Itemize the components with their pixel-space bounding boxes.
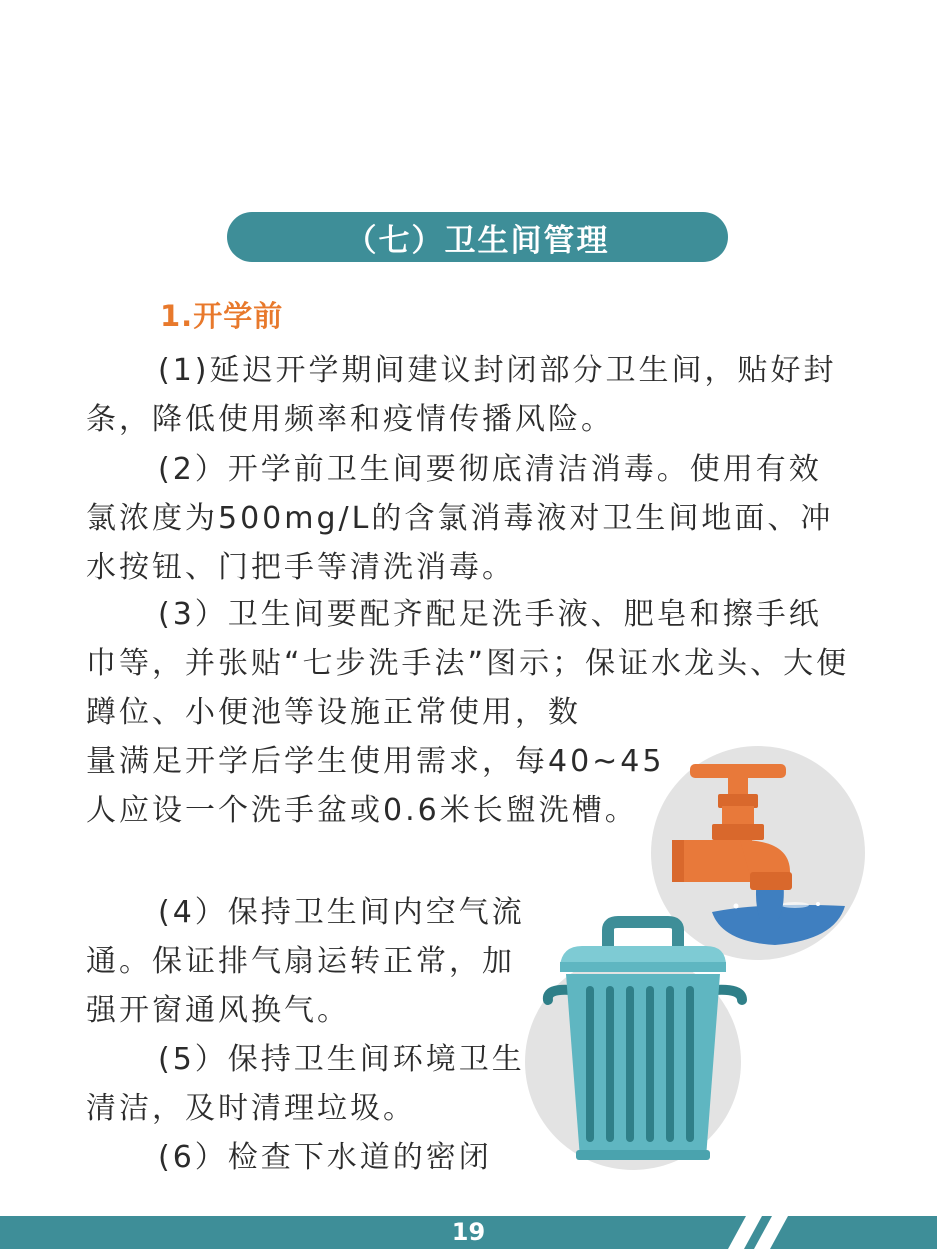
subheading: 1.开学前 (160, 299, 284, 333)
paragraph-5: (5）保持卫生间环境卫生清洁，及时清理垃圾。 (86, 1042, 525, 1126)
page-number: 19 (451, 1218, 486, 1246)
paragraph-1: (1)延迟开学期间建议封闭部分卫生间，贴好封条，降低使用频率和疫情传播风险。 (86, 353, 837, 437)
paragraph-2: (2）开学前卫生间要彻底清洁消毒。使用有效氯浓度为500mg/L的含氯消毒液对卫生间地面、冲水按钮、门把手等清洗消毒。 (86, 452, 834, 585)
paragraph-4: (4）保持卫生间内空气流通。保证排气扇运转正常，加强开窗通风换气。 (86, 895, 525, 1028)
section-title: （七）卫生间管理 (345, 222, 610, 259)
footer-stripes-decoration (728, 1216, 808, 1249)
paragraph-6: (6）检查下水道的密闭 (158, 1140, 492, 1175)
paragraph-3-continued: 量满足开学后学生使用需求，每40~45人应设一个洗手盆或0.6米长盥洗槽。 (86, 744, 665, 828)
paragraph-3: (3）卫生间要配齐配足洗手液、肥皂和擦手纸巾等，并张贴“七步洗手法”图示；保证水龙头、大便蹲位、小便池等设施正常使用，数 (86, 597, 850, 730)
